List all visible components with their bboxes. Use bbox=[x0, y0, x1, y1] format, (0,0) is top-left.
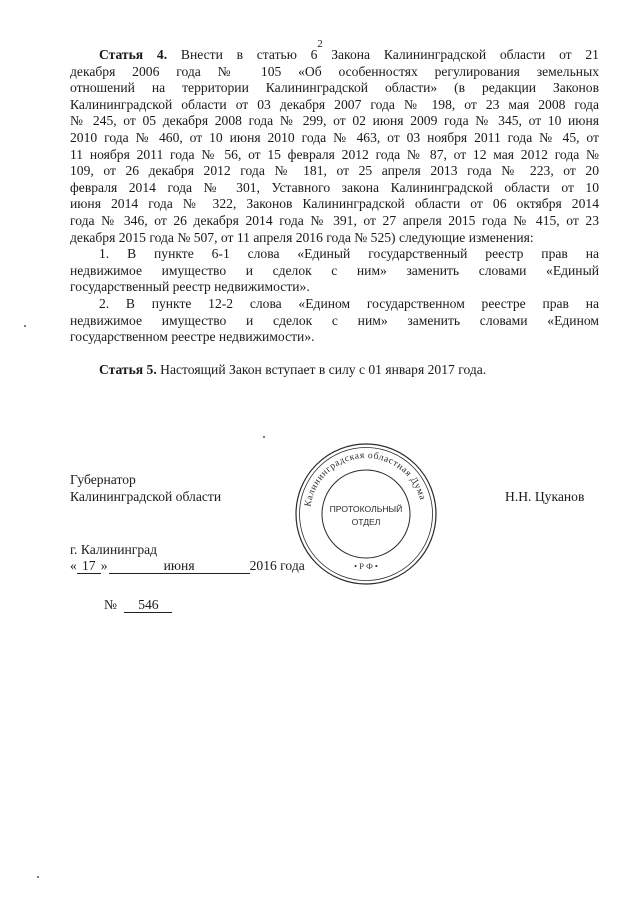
item1-last-line: государственный реестр недвижимости». bbox=[70, 279, 310, 295]
official-stamp bbox=[293, 441, 439, 587]
article5-text: Настоящий Закон вступает в силу с 01 января 2017 года. bbox=[160, 362, 487, 378]
stamp-ring-text: Калининградская областная Дума bbox=[303, 450, 428, 508]
item1-line: недвижимое имущество и сделок с ним» заменить словами «Единый bbox=[70, 262, 599, 278]
date-quote-open: « bbox=[70, 558, 77, 573]
law-number-value: 546 bbox=[124, 598, 172, 613]
signature-position-line1: Губернатор bbox=[70, 472, 136, 487]
date-day: 17 bbox=[77, 559, 101, 574]
page-number: 2 bbox=[317, 38, 323, 50]
article5-line bbox=[70, 362, 599, 379]
city-label: г. Калининград bbox=[70, 542, 158, 557]
law-body bbox=[70, 47, 599, 379]
stamp-bottom-text: • Р Ф • bbox=[354, 561, 378, 571]
article4-line: февраля 2014 года № 301, Уставного закона Калининградской области от 10 bbox=[70, 179, 599, 195]
article4-line: года № 346, от 26 декабря 2014 года № 391, от 27 апреля 2015 года № 415, от 23 bbox=[70, 212, 599, 228]
article4-line: 109, от 26 декабря 2012 года № 181, от 25 апреля 2013 года № 223, от 20 bbox=[70, 163, 599, 179]
article4-heading: Статья 4. bbox=[99, 47, 168, 62]
law-number-label: № bbox=[104, 597, 117, 612]
article4-line: 11 ноября 2011 года № 56, от 15 февраля 2012 года № 87, от 12 мая 2012 года № bbox=[70, 146, 599, 162]
stamp-center-line1: ПРОТОКОЛЬНЫЙ bbox=[329, 504, 403, 514]
article4-line: декабря 2006 года № 105 «Об особенностях регулирования земельных bbox=[70, 63, 599, 79]
item1-line: 1. В пункте 6-1 слова «Единый государственный реестр прав на bbox=[99, 246, 599, 262]
item2-line: недвижимое имущество и сделок с ним» заменить словами «Едином bbox=[70, 312, 599, 328]
signature-name: Н.Н. Цуканов bbox=[505, 489, 585, 504]
signature-position-line2: Калининградской области bbox=[70, 489, 222, 504]
date-quote-close: » bbox=[100, 558, 108, 573]
date-line bbox=[70, 557, 305, 574]
article4-line: отношений на территории Калининградской области» (в редакции Законов bbox=[70, 80, 599, 96]
stamp-center-line2: ОТДЕЛ bbox=[351, 517, 381, 527]
article4-first-line bbox=[70, 47, 599, 64]
item2-line: 2. В пункте 12-2 слова «Едином государственном реестре прав на bbox=[99, 295, 599, 311]
date-month: июня bbox=[109, 559, 250, 574]
law-number-line bbox=[104, 596, 172, 613]
item2-last-line: государственном реестре недвижимости». bbox=[70, 329, 315, 345]
article4-line: 2010 года № 460, от 10 июня 2010 года № 463, от 03 ноября 2011 года № 45, от bbox=[70, 129, 599, 145]
article4-line: № 245, от 05 декабря 2008 года № 299, от 02 июня 2009 года № 345, от 10 июня bbox=[70, 113, 599, 129]
article5-heading: Статья 5. bbox=[99, 362, 157, 378]
article4-last-line: декабря 2015 года № 507, от 11 апреля 2016 года № 525) следующие изменения: bbox=[70, 229, 534, 245]
article4-line: июня 2014 года № 322, Законов Калининградской области от 06 октября 2014 bbox=[70, 196, 599, 212]
article4-first-line-text: Внести в статью 6 Закона Калининградской области от 21 bbox=[180, 47, 599, 62]
date-year: 2016 года bbox=[249, 558, 305, 573]
article4-line: Калининградской области от 03 декабря 2007 года № 198, от 23 мая 2008 года bbox=[70, 96, 599, 112]
